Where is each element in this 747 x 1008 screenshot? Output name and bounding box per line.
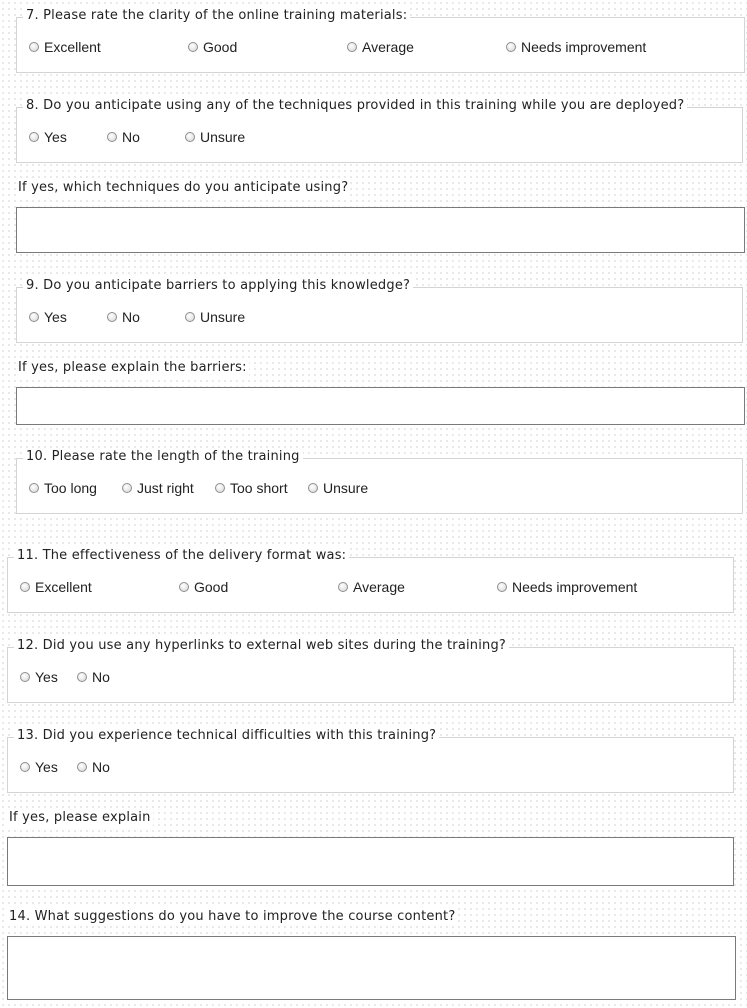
radio-button[interactable] — [185, 132, 195, 142]
q11-option-average[interactable]: Average — [338, 579, 405, 595]
q9-option-unsure[interactable]: Unsure — [185, 309, 245, 325]
q13-followup-label: If yes, please explain — [9, 810, 151, 825]
radio-button[interactable] — [107, 312, 117, 322]
q14-question: 14. What suggestions do you have to improve the course content? — [9, 909, 456, 924]
q8-fieldset — [16, 98, 743, 163]
q9-option-yes[interactable]: Yes — [29, 309, 67, 325]
q12-fieldset — [7, 638, 734, 703]
radio-button[interactable] — [20, 672, 30, 682]
q12-option-no[interactable]: No — [77, 669, 110, 685]
q11-question: 11. The effectiveness of the delivery format was: — [14, 547, 349, 565]
q14-input[interactable] — [7, 936, 736, 1000]
q7-option-average[interactable]: Average — [347, 39, 414, 55]
q9-question: 9. Do you anticipate barriers to applying this knowledge? — [23, 277, 413, 295]
q8-question: 8. Do you anticipate using any of the techniques provided in this training while you are deployed? — [23, 97, 687, 115]
radio-button[interactable] — [20, 762, 30, 772]
q13-question: 13. Did you experience technical difficulties with this training? — [14, 727, 439, 745]
radio-button[interactable] — [29, 132, 39, 142]
radio-button[interactable] — [308, 483, 318, 493]
q7-fieldset — [16, 8, 745, 73]
q8-option-yes[interactable]: Yes — [29, 129, 67, 145]
q12-option-yes[interactable]: Yes — [20, 669, 58, 685]
q11-fieldset — [7, 548, 734, 613]
q7-question: 7. Please rate the clarity of the online training materials: — [23, 7, 410, 25]
q8-option-unsure[interactable]: Unsure — [185, 129, 245, 145]
radio-button[interactable] — [497, 582, 507, 592]
radio-button[interactable] — [188, 42, 198, 52]
q13-followup-input[interactable] — [7, 837, 734, 886]
q11-option-good[interactable]: Good — [179, 579, 228, 595]
radio-button[interactable] — [29, 312, 39, 322]
q7-option-good[interactable]: Good — [188, 39, 237, 55]
q7-option-excellent[interactable]: Excellent — [29, 39, 101, 55]
radio-button[interactable] — [29, 483, 39, 493]
radio-button[interactable] — [29, 42, 39, 52]
q13-option-yes[interactable]: Yes — [20, 759, 58, 775]
q10-option-too-long[interactable]: Too long — [29, 480, 97, 496]
radio-button[interactable] — [338, 582, 348, 592]
q9-followup-label: If yes, please explain the barriers: — [18, 360, 247, 375]
q13-fieldset — [7, 728, 734, 793]
q7-option-needs-improvement[interactable]: Needs improvement — [506, 39, 646, 55]
q9-fieldset — [16, 278, 743, 343]
radio-button[interactable] — [122, 483, 132, 493]
q10-option-unsure[interactable]: Unsure — [308, 480, 368, 496]
q12-question: 12. Did you use any hyperlinks to external web sites during the training? — [14, 637, 509, 655]
radio-button[interactable] — [179, 582, 189, 592]
q10-question: 10. Please rate the length of the training — [23, 448, 303, 466]
q11-option-needs-improvement[interactable]: Needs improvement — [497, 579, 637, 595]
radio-button[interactable] — [77, 672, 87, 682]
q8-option-no[interactable]: No — [107, 129, 140, 145]
radio-button[interactable] — [107, 132, 117, 142]
q10-option-just-right[interactable]: Just right — [122, 480, 194, 496]
q10-fieldset — [16, 449, 743, 514]
radio-button[interactable] — [347, 42, 357, 52]
q11-option-excellent[interactable]: Excellent — [20, 579, 92, 595]
radio-button[interactable] — [215, 483, 225, 493]
q8-followup-label: If yes, which techniques do you anticipate using? — [18, 180, 349, 195]
q13-option-no[interactable]: No — [77, 759, 110, 775]
radio-button[interactable] — [20, 582, 30, 592]
radio-button[interactable] — [185, 312, 195, 322]
q10-option-too-short[interactable]: Too short — [215, 480, 288, 496]
q9-option-no[interactable]: No — [107, 309, 140, 325]
radio-button[interactable] — [506, 42, 516, 52]
radio-button[interactable] — [77, 762, 87, 772]
q9-followup-input[interactable] — [16, 387, 745, 425]
q8-followup-input[interactable] — [16, 207, 745, 253]
